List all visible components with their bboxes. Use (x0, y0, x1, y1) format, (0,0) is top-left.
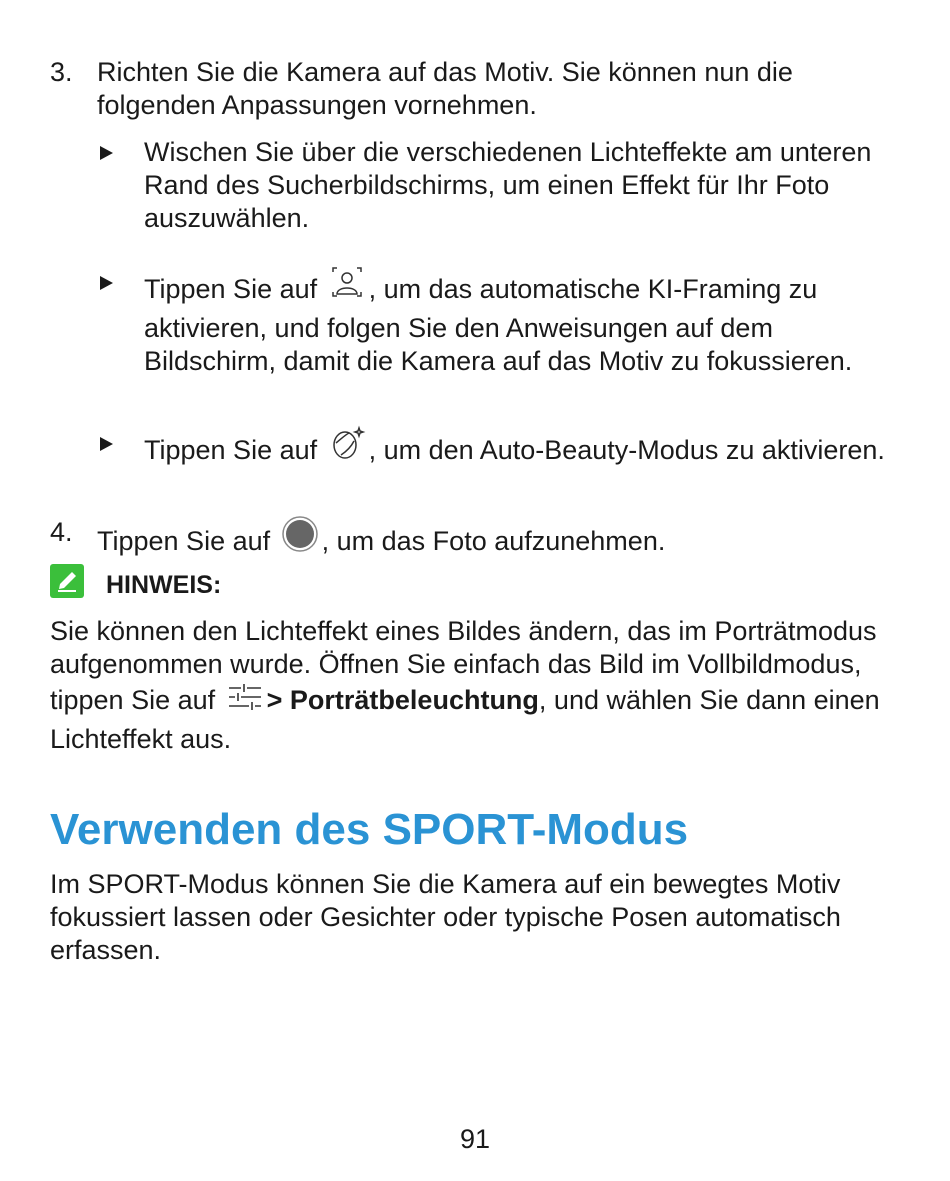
adjust-sliders-icon (225, 681, 265, 723)
shutter-icon (280, 516, 320, 564)
bullet-ai-framing (144, 264, 904, 378)
pencil-icon (50, 564, 84, 598)
note-header (50, 563, 221, 599)
bullet-ai-framing-before: Tippen Sie auf (144, 274, 318, 304)
note-text-after: , und wählen Sie dann einen Lichteffekt aus. (50, 685, 880, 754)
note-portrait-lighting: > Porträtbeleuchtung (266, 685, 539, 715)
step-3-number: 3. (50, 57, 73, 87)
bullet-arrow-icon (100, 276, 113, 290)
step-4-number: 4. (50, 517, 73, 547)
step-3-text: Richten Sie die Kamera auf das Motiv. Sie können nun die folgenden Anpassungen vornehmen. (97, 57, 793, 120)
bullet-auto-beauty (144, 425, 904, 473)
bullet-arrow-icon (100, 437, 113, 451)
auto-beauty-icon (327, 425, 367, 473)
ai-framing-icon (327, 264, 367, 312)
page-number: 91 (459, 1124, 491, 1154)
section-body: Im SPORT-Modus können Sie die Kamera auf ein bewegtes Motiv fokussiert lassen oder Gesichter oder typische Posen automatisch erfassen. (50, 869, 841, 965)
note-text-before: Sie können den Lichteffekt eines Bildes ändern, das im Porträtmodus aufgenommen wurde. Öffnen Sie einfach das Bild im Vollbildmodus, tippen Sie auf (50, 616, 877, 715)
note-label: HINWEIS: (106, 570, 222, 599)
bullet-auto-beauty-before: Tippen Sie auf (144, 435, 318, 465)
bullet-swipe-effects: Wischen Sie über die verschiedenen Lichteffekte am unteren Rand des Sucherbildschirms, um einen Effekt für Ihr Foto auszuwählen. (144, 137, 872, 233)
step-4-before: Tippen Sie auf (97, 526, 271, 556)
bullet-ai-framing-after: , um das automatische KI-Framing zu aktivieren, und folgen Sie den Anweisungen auf dem Bildschirm, damit die Kamera auf das Motiv zu fokussieren. (144, 274, 853, 376)
note-text (50, 615, 910, 756)
step-4-after: , um das Foto aufzunehmen. (321, 526, 666, 556)
section-title: Verwenden des SPORT-Modus (50, 805, 689, 854)
bullet-auto-beauty-after: , um den Auto-Beauty-Modus zu aktivieren. (368, 435, 885, 465)
bullet-arrow-icon (100, 146, 113, 160)
step-4-text (97, 516, 897, 564)
